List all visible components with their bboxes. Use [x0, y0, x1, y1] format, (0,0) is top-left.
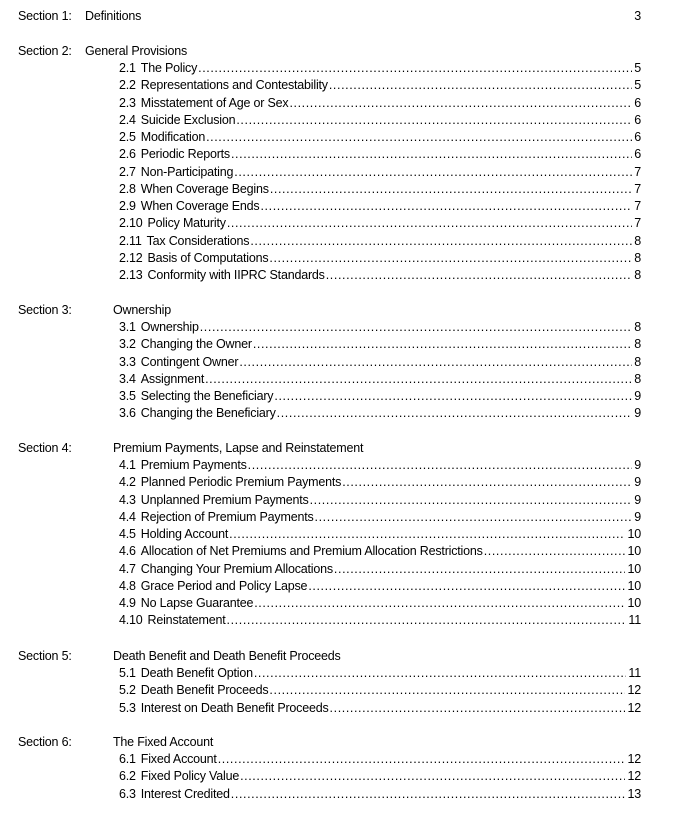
section-label: Section 2: [18, 44, 72, 58]
dot-leader [218, 751, 626, 768]
entry-page-number: 9 [634, 492, 641, 507]
entry-number: 4.8 [119, 578, 136, 593]
entry-page-number: 11 [628, 613, 641, 628]
entry-title: Reinstatement [147, 613, 226, 628]
entry-page-number: 10 [627, 561, 641, 576]
toc-entry[interactable] [119, 612, 641, 629]
dot-leader [289, 95, 632, 112]
toc-entry[interactable] [119, 526, 641, 543]
toc-entry[interactable] [119, 700, 641, 717]
entry-page-number: 8 [634, 233, 641, 248]
toc-entry[interactable] [119, 474, 641, 491]
section-label: Section 5: [18, 649, 72, 663]
dot-leader [330, 700, 626, 717]
section-heading[interactable] [0, 648, 700, 665]
dot-leader [248, 457, 633, 474]
dot-leader [310, 492, 633, 509]
section-label: Section 3: [18, 303, 72, 317]
entry-title: The Policy [140, 61, 198, 75]
dot-leader [236, 112, 632, 129]
entry-title: Periodic Reports [140, 147, 230, 162]
dot-leader [227, 215, 632, 232]
entry-number: 4.7 [119, 561, 136, 576]
dot-leader [254, 665, 627, 682]
dot-leader [205, 371, 632, 388]
entry-title: Policy Maturity [147, 216, 226, 231]
entry-page-number: 5 [634, 61, 641, 75]
entry-number: 5.2 [119, 683, 136, 698]
toc-entry[interactable] [119, 112, 641, 129]
entry-page-number: 7 [634, 164, 641, 179]
toc-entry[interactable] [119, 509, 641, 526]
entry-number: 2.2 [119, 78, 136, 93]
entry-number: 2.12 [119, 250, 143, 265]
section-title: Death Benefit and Death Benefit Proceeds [113, 649, 341, 663]
entry-page-number: 6 [634, 112, 641, 127]
entry-number: 5.3 [119, 700, 136, 715]
dot-leader [229, 526, 625, 543]
entry-title: Grace Period and Policy Lapse [140, 578, 308, 593]
entry-page-number: 7 [634, 181, 641, 196]
dot-leader [484, 543, 626, 560]
entry-title: Rejection of Premium Payments [140, 509, 314, 524]
entry-page-number: 9 [634, 389, 641, 403]
entry-number: 4.6 [119, 544, 136, 559]
entry-title: Changing the Owner [140, 337, 252, 352]
entry-number: 2.11 [119, 233, 142, 248]
entry-title: Misstatement of Age or Sex [140, 95, 289, 110]
dot-leader [253, 336, 632, 353]
entry-page-number: 10 [627, 596, 641, 610]
entry-title: Fixed Account [140, 752, 217, 766]
entry-number: 3.4 [119, 371, 136, 386]
entry-number: 2.1 [119, 61, 136, 75]
toc-entry[interactable] [119, 129, 641, 146]
toc-entry[interactable] [119, 233, 641, 250]
entry-page-number: 9 [634, 458, 641, 472]
toc-entry[interactable] [119, 578, 641, 595]
entry-page-number: 11 [628, 666, 641, 680]
entry-title: Modification [140, 130, 206, 144]
entry-title: Death Benefit Proceeds [140, 683, 269, 698]
toc-entry[interactable] [119, 181, 641, 198]
toc-entry[interactable] [119, 77, 641, 94]
section-page-number: 3 [634, 9, 641, 23]
toc-entry[interactable] [119, 319, 641, 336]
entry-title: When Coverage Begins [140, 181, 269, 196]
toc-entry[interactable] [119, 457, 641, 474]
entry-page-number: 9 [634, 509, 641, 524]
toc-entry[interactable] [119, 164, 641, 181]
entry-title: Basis of Computations [147, 250, 269, 265]
dot-leader [329, 77, 632, 94]
dot-leader [240, 768, 625, 785]
entry-title: Ownership [140, 320, 199, 334]
entry-page-number: 9 [634, 406, 641, 421]
dot-leader [269, 250, 632, 267]
entry-page-number: 12 [627, 700, 641, 715]
dot-leader [250, 233, 632, 250]
entry-page-number: 8 [634, 354, 641, 369]
entry-title: Changing Your Premium Allocations [140, 561, 333, 576]
toc-entry[interactable] [119, 682, 641, 699]
dot-leader [198, 60, 632, 77]
section-title: General Provisions [85, 44, 188, 58]
entry-title: Premium Payments [140, 458, 247, 472]
entry-number: 3.5 [119, 389, 136, 403]
entry-title: Fixed Policy Value [140, 769, 240, 784]
dot-leader [227, 612, 627, 629]
entry-title: Conformity with IIPRC Standards [147, 268, 325, 282]
entry-title: Interest on Death Benefit Proceeds [140, 700, 329, 715]
toc-entry[interactable] [119, 146, 641, 163]
entry-page-number: 10 [627, 578, 641, 593]
dot-leader [308, 578, 625, 595]
dot-leader [326, 267, 633, 284]
toc-entry[interactable] [119, 595, 641, 612]
entry-title: When Coverage Ends [140, 199, 260, 213]
entry-number: 6.1 [119, 752, 136, 766]
entry-number: 5.1 [119, 666, 136, 680]
entry-number: 4.2 [119, 475, 136, 490]
entry-title: Contingent Owner [140, 354, 239, 369]
entry-title: Allocation of Net Premiums and Premium Allocation Restrictions [140, 544, 483, 559]
dot-leader [270, 181, 632, 198]
entry-title: Non-Participating [140, 164, 234, 179]
entry-page-number: 10 [627, 527, 641, 541]
entry-page-number: 5 [634, 78, 641, 93]
toc-entry[interactable] [119, 95, 641, 112]
entry-title: Selecting the Beneficiary [140, 389, 274, 403]
dot-leader [274, 388, 632, 405]
entry-title: Death Benefit Option [140, 666, 253, 680]
dot-leader [254, 595, 625, 612]
entry-title: No Lapse Guarantee [140, 596, 254, 610]
entry-page-number: 12 [627, 769, 641, 784]
entry-number: 3.6 [119, 406, 136, 421]
entry-number: 2.10 [119, 216, 143, 231]
entry-page-number: 13 [627, 786, 641, 801]
dot-leader [315, 509, 633, 526]
entry-page-number: 7 [634, 216, 641, 231]
entry-page-number: 8 [634, 268, 641, 282]
section-label: Section 1: [18, 9, 72, 23]
toc-entry[interactable] [119, 405, 641, 422]
dot-leader [231, 786, 626, 803]
entry-page-number: 8 [634, 320, 641, 334]
entry-number: 3.1 [119, 320, 136, 334]
entry-number: 4.4 [119, 509, 136, 524]
section-heading[interactable] [0, 734, 700, 751]
toc-entry[interactable] [119, 768, 641, 785]
dot-leader [234, 164, 632, 181]
entry-number: 2.4 [119, 112, 136, 127]
toc-entry[interactable] [119, 267, 641, 284]
dot-leader [206, 129, 632, 146]
dot-leader [200, 319, 633, 336]
toc-entry[interactable] [119, 60, 641, 77]
section-title: Premium Payments, Lapse and Reinstatement [113, 441, 364, 455]
entry-number: 2.7 [119, 164, 136, 179]
entry-page-number: 10 [627, 544, 641, 559]
entry-number: 2.8 [119, 181, 136, 196]
section-label: Section 6: [18, 735, 72, 749]
toc-entry[interactable] [119, 751, 641, 768]
entry-page-number: 12 [627, 752, 641, 766]
dot-leader [334, 561, 626, 578]
toc-entry[interactable] [119, 543, 641, 560]
toc-entry[interactable] [119, 786, 641, 803]
section-heading[interactable] [0, 43, 700, 60]
section-title: Ownership [113, 303, 171, 317]
entry-page-number: 9 [634, 475, 641, 490]
entry-page-number: 6 [634, 95, 641, 110]
entry-number: 2.9 [119, 199, 136, 213]
entry-title: Interest Credited [140, 786, 230, 801]
entry-number: 3.2 [119, 337, 136, 352]
section-label: Section 4: [18, 441, 72, 455]
toc-entry[interactable] [119, 665, 641, 682]
entry-page-number: 8 [634, 371, 641, 386]
entry-title: Unplanned Premium Payments [140, 492, 309, 507]
entry-page-number: 12 [627, 683, 641, 698]
entry-title: Assignment [140, 371, 205, 386]
entry-number: 4.10 [119, 613, 143, 628]
entry-number: 2.5 [119, 130, 136, 144]
entry-page-number: 6 [634, 130, 641, 144]
toc-entry[interactable] [119, 336, 641, 353]
section-heading[interactable] [0, 8, 700, 25]
entry-number: 2.13 [119, 268, 143, 282]
entry-title: Suicide Exclusion [140, 112, 236, 127]
entry-page-number: 6 [634, 147, 641, 162]
entry-title: Holding Account [140, 527, 229, 541]
entry-number: 6.2 [119, 769, 136, 784]
section-title: The Fixed Account [113, 735, 214, 749]
entry-number: 4.1 [119, 458, 136, 472]
entry-title: Tax Considerations [146, 233, 250, 248]
dot-leader [277, 405, 633, 422]
entry-number: 4.3 [119, 492, 136, 507]
entry-title: Representations and Contestability [140, 78, 328, 93]
entry-page-number: 8 [634, 337, 641, 352]
entry-title: Planned Periodic Premium Payments [140, 475, 342, 490]
entry-page-number: 8 [634, 250, 641, 265]
dot-leader [260, 198, 632, 215]
dot-leader [342, 474, 632, 491]
toc-entry[interactable] [119, 561, 641, 578]
entry-number: 4.9 [119, 596, 136, 610]
entry-number: 4.5 [119, 527, 136, 541]
toc-entry[interactable] [119, 198, 641, 215]
section-title: Definitions [85, 9, 142, 23]
toc-entry[interactable] [119, 250, 641, 267]
dot-leader [239, 354, 632, 371]
toc-entry[interactable] [119, 492, 641, 509]
entry-page-number: 7 [634, 199, 641, 213]
section-heading[interactable] [0, 302, 700, 319]
entry-title: Changing the Beneficiary [140, 406, 276, 421]
dot-leader [231, 146, 632, 163]
toc-entry[interactable] [119, 371, 641, 388]
entry-number: 2.3 [119, 95, 136, 110]
entry-number: 6.3 [119, 786, 136, 801]
entry-number: 3.3 [119, 354, 136, 369]
dot-leader [269, 682, 625, 699]
toc-entry[interactable] [119, 388, 641, 405]
toc-entry[interactable] [119, 354, 641, 371]
section-heading[interactable] [0, 440, 700, 457]
entry-number: 2.6 [119, 147, 136, 162]
toc-entry[interactable] [119, 215, 641, 232]
